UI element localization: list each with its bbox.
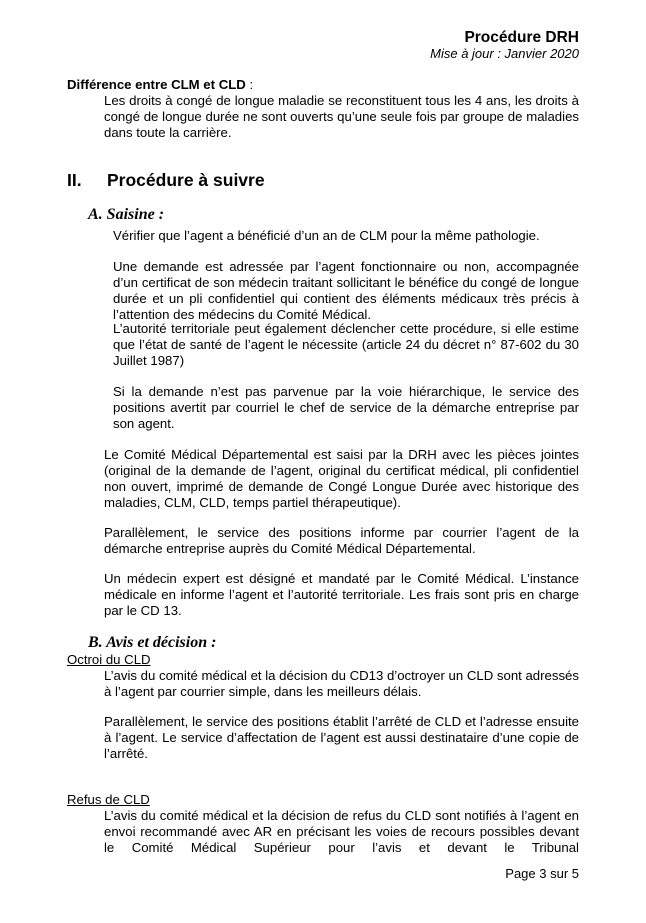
difference-heading-text: Différence entre CLM et CLD bbox=[67, 77, 246, 92]
difference-heading-colon: : bbox=[245, 77, 254, 92]
octroi-paragraph-1: L’avis du comité médical et la décision du CD13 d’octroyer un CLD sont adressés à l’agent par courrier simple, dans les meilleurs délais. bbox=[104, 668, 579, 699]
refus-label: Refus de CLD bbox=[67, 792, 150, 807]
saisine-paragraph-6: Parallèlement, le service des positions informe par courrier l’agent de la démarche entreprise auprès du Comité Médical Départemental. bbox=[104, 525, 579, 556]
saisine-paragraph-1: Vérifier que l’agent a bénéficié d’un an de CLM pour la même pathologie. bbox=[113, 228, 540, 243]
refus-paragraph-1: L’avis du comité médical et la décision de refus du CLD sont notifiés à l’agent en envoi recommandé avec AR en précisant les voies de recours possibles devant le Comité Médical Supérieur pour l’avis et devant le Tribunal bbox=[104, 808, 579, 855]
difference-heading bbox=[67, 77, 253, 92]
section-heading bbox=[67, 170, 265, 191]
avis-heading: B. Avis et décision : bbox=[88, 634, 217, 651]
saisine-paragraph-5: Le Comité Médical Départemental est saisi par la DRH avec les pièces jointes (original de la demande de l’agent, original du certificat médical, pli confidentiel non ouvert, imprimé de demande de Congé Longue Durée avec historique des maladies, CLM, CLD, temps partiel thérapeutique). bbox=[104, 447, 579, 510]
saisine-paragraph-7: Un médecin expert est désigné et mandaté par le Comité Médical. L’instance médicale en informe l’agent et l’autorité territoriale. Les frais sont pris en charge par le CD 13. bbox=[104, 571, 579, 618]
section-title: Procédure à suivre bbox=[107, 170, 265, 190]
page-number: Page 3 sur 5 bbox=[505, 866, 579, 881]
octroi-label: Octroi du CLD bbox=[67, 652, 151, 667]
header-update-date: Mise à jour : Janvier 2020 bbox=[430, 46, 579, 61]
saisine-heading: A. Saisine : bbox=[88, 206, 165, 223]
difference-text: Les droits à congé de longue maladie se reconstituent tous les 4 ans, les droits à congé de longue durée ne sont ouverts qu’une seule fois par groupe de maladies dans toute la carrière. bbox=[104, 93, 579, 140]
header-title: Procédure DRH bbox=[464, 29, 579, 46]
octroi-paragraph-2: Parallèlement, le service des positions établit l’arrêté de CLD et l’adresse ensuite à l’agent. Le service d’affectation de l’agent est aussi destinataire d’une copie de l’arrêté. bbox=[104, 714, 579, 761]
saisine-paragraph-3: L’autorité territoriale peut également déclencher cette procédure, si elle estime que l’état de santé de l’agent le nécessite (article 24 du décret n° 87-602 du 30 Juillet 1987) bbox=[113, 321, 579, 368]
saisine-paragraph-2: Une demande est adressée par l’agent fonctionnaire ou non, accompagnée d’un certificat de son médecin traitant sollicitant le bénéfice du congé de longue durée et un pli confidentiel qui contient des éléments médicaux très précis à l’attention des médecins du Comité Médical. bbox=[113, 259, 579, 322]
saisine-paragraph-4: Si la demande n’est pas parvenue par la voie hiérarchique, le service des positions avertit par courriel le chef de service de la démarche entreprise par son agent. bbox=[113, 384, 579, 431]
section-number: II. bbox=[67, 170, 82, 190]
